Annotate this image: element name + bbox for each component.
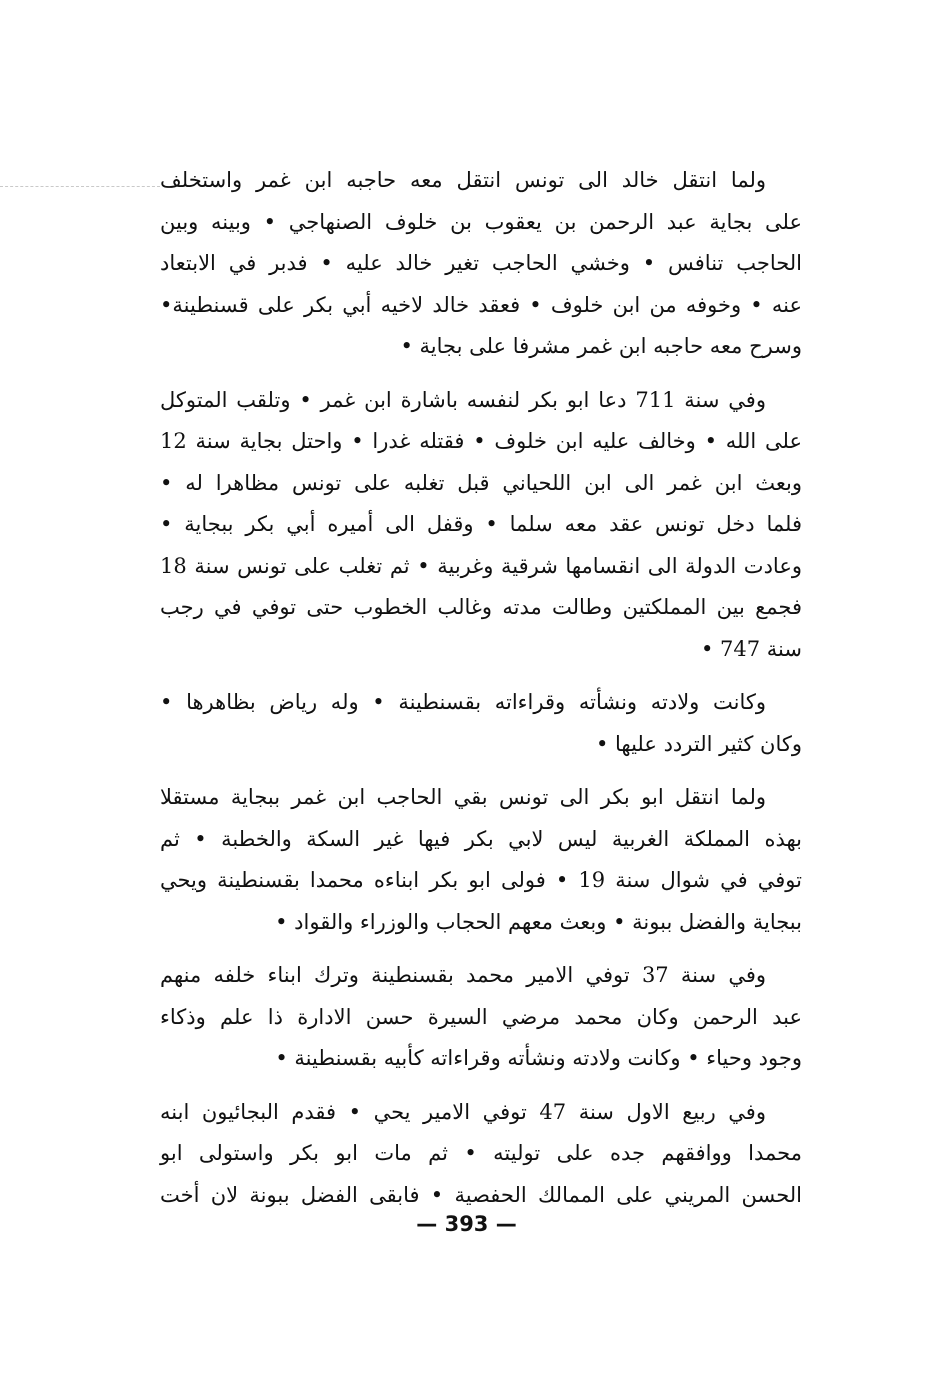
text-line: الحاجب تنافس • وخشي الحاجب تغير خالد عليه • فدبر في الابتعاد [160, 251, 802, 275]
text-line: توفي في شوال سنة 19 • فولى ابو بكر ابناءه محمدا بقسنطينة ويحي [160, 868, 802, 892]
text-line: وبعث ابن غمر الى ابن اللحياني قبل تغلبه على تونس مظاهرا له • [160, 470, 802, 495]
text-line: محمدا ووافقهم جده على توليته • ثم مات ابو بكر واستولى ابو [160, 1141, 802, 1165]
paragraph-4 [160, 777, 802, 943]
text-line: ولما انتقل ابو بكر الى تونس بقي الحاجب ابن غمر ببجاية مستقلا [160, 785, 766, 809]
text-line: وفي سنة 37 توفي الامير محمد بقسنطينة وترك ابناء خلفه منهم [160, 963, 767, 987]
text-line: وفي سنة 711 دعا ابو بكر لنفسه باشارة ابن غمر • وتلقب المتوكل [160, 387, 766, 412]
text-line: على بجاية عبد الرحمن بن يعقوب بن خلوف الصنهاجي • وبينه وبين [160, 209, 802, 234]
text-line: وفي ربيع الاول سنة 47 توفي الامير يحي • فقدم البجائيون ابنه [160, 1099, 766, 1124]
text-line: فلما دخل تونس عقد معه سلما • وقفل الى أميره أبي بكر ببجاية • [160, 512, 802, 536]
body-text [160, 160, 802, 1228]
text-line: سنة 747 • [700, 636, 802, 661]
paragraph-2 [160, 380, 802, 671]
paragraph-5 [160, 955, 802, 1080]
text-line: وعادت الدولة الى انقسامها شرقية وغربية • ثم تغلب على تونس سنة 18 [160, 553, 802, 578]
text-line: على الله • وخالف عليه ابن خلوف • فقتله غدرا • واحتل بجاية سنة 12 [160, 429, 802, 453]
text-line: وجود وحياء • وكانت ولادته ونشأته وقراءاته كأبيه بقسنطينة • [275, 1046, 802, 1070]
page-number: — 393 — [416, 1212, 517, 1236]
text-line: ببجاية والفضل ببونة • وبعث معهم الحجاب والوزراء والقواد • [275, 909, 802, 934]
paragraph-3 [160, 682, 802, 765]
text-line: الحسن المريني على الممالك الحفصية • فابقى الفضل ببونة لان أخت [160, 1182, 802, 1207]
paragraph-1 [160, 160, 802, 368]
text-line: فجمع بين المملكتين وطالت مدته وغالب الخطوب حتى توفي في رجب [160, 595, 802, 619]
text-line: وسرح معه حاجبه ابن غمر مشرفا على بجاية • [400, 334, 802, 358]
text-line: عبد الرحمن وكان محمد مرضي السيرة حسن الادارة ذا علم وذكاء [160, 1004, 802, 1029]
text-line: وكان كثير التردد عليها • [595, 731, 802, 756]
text-line: بهذه المملكة الغربية ليس لابي بكر فيها غير السكة والخطبة • ثم [160, 826, 802, 851]
text-line: وكانت ولادته ونشأته وقراءاته بقسنطينة • وله رياض بظاهرها • [160, 690, 766, 714]
text-line: ولما انتقل خالد الى تونس انتقل معه حاجبه ابن غمر واستخلف [160, 168, 766, 192]
scan-artifact-line [0, 186, 160, 187]
text-line: عنه • وخوفه من ابن خلوف • فعقد خالد لاخيه أبي بكر على قسنطينة• [160, 292, 802, 317]
paragraph-6 [160, 1092, 802, 1217]
